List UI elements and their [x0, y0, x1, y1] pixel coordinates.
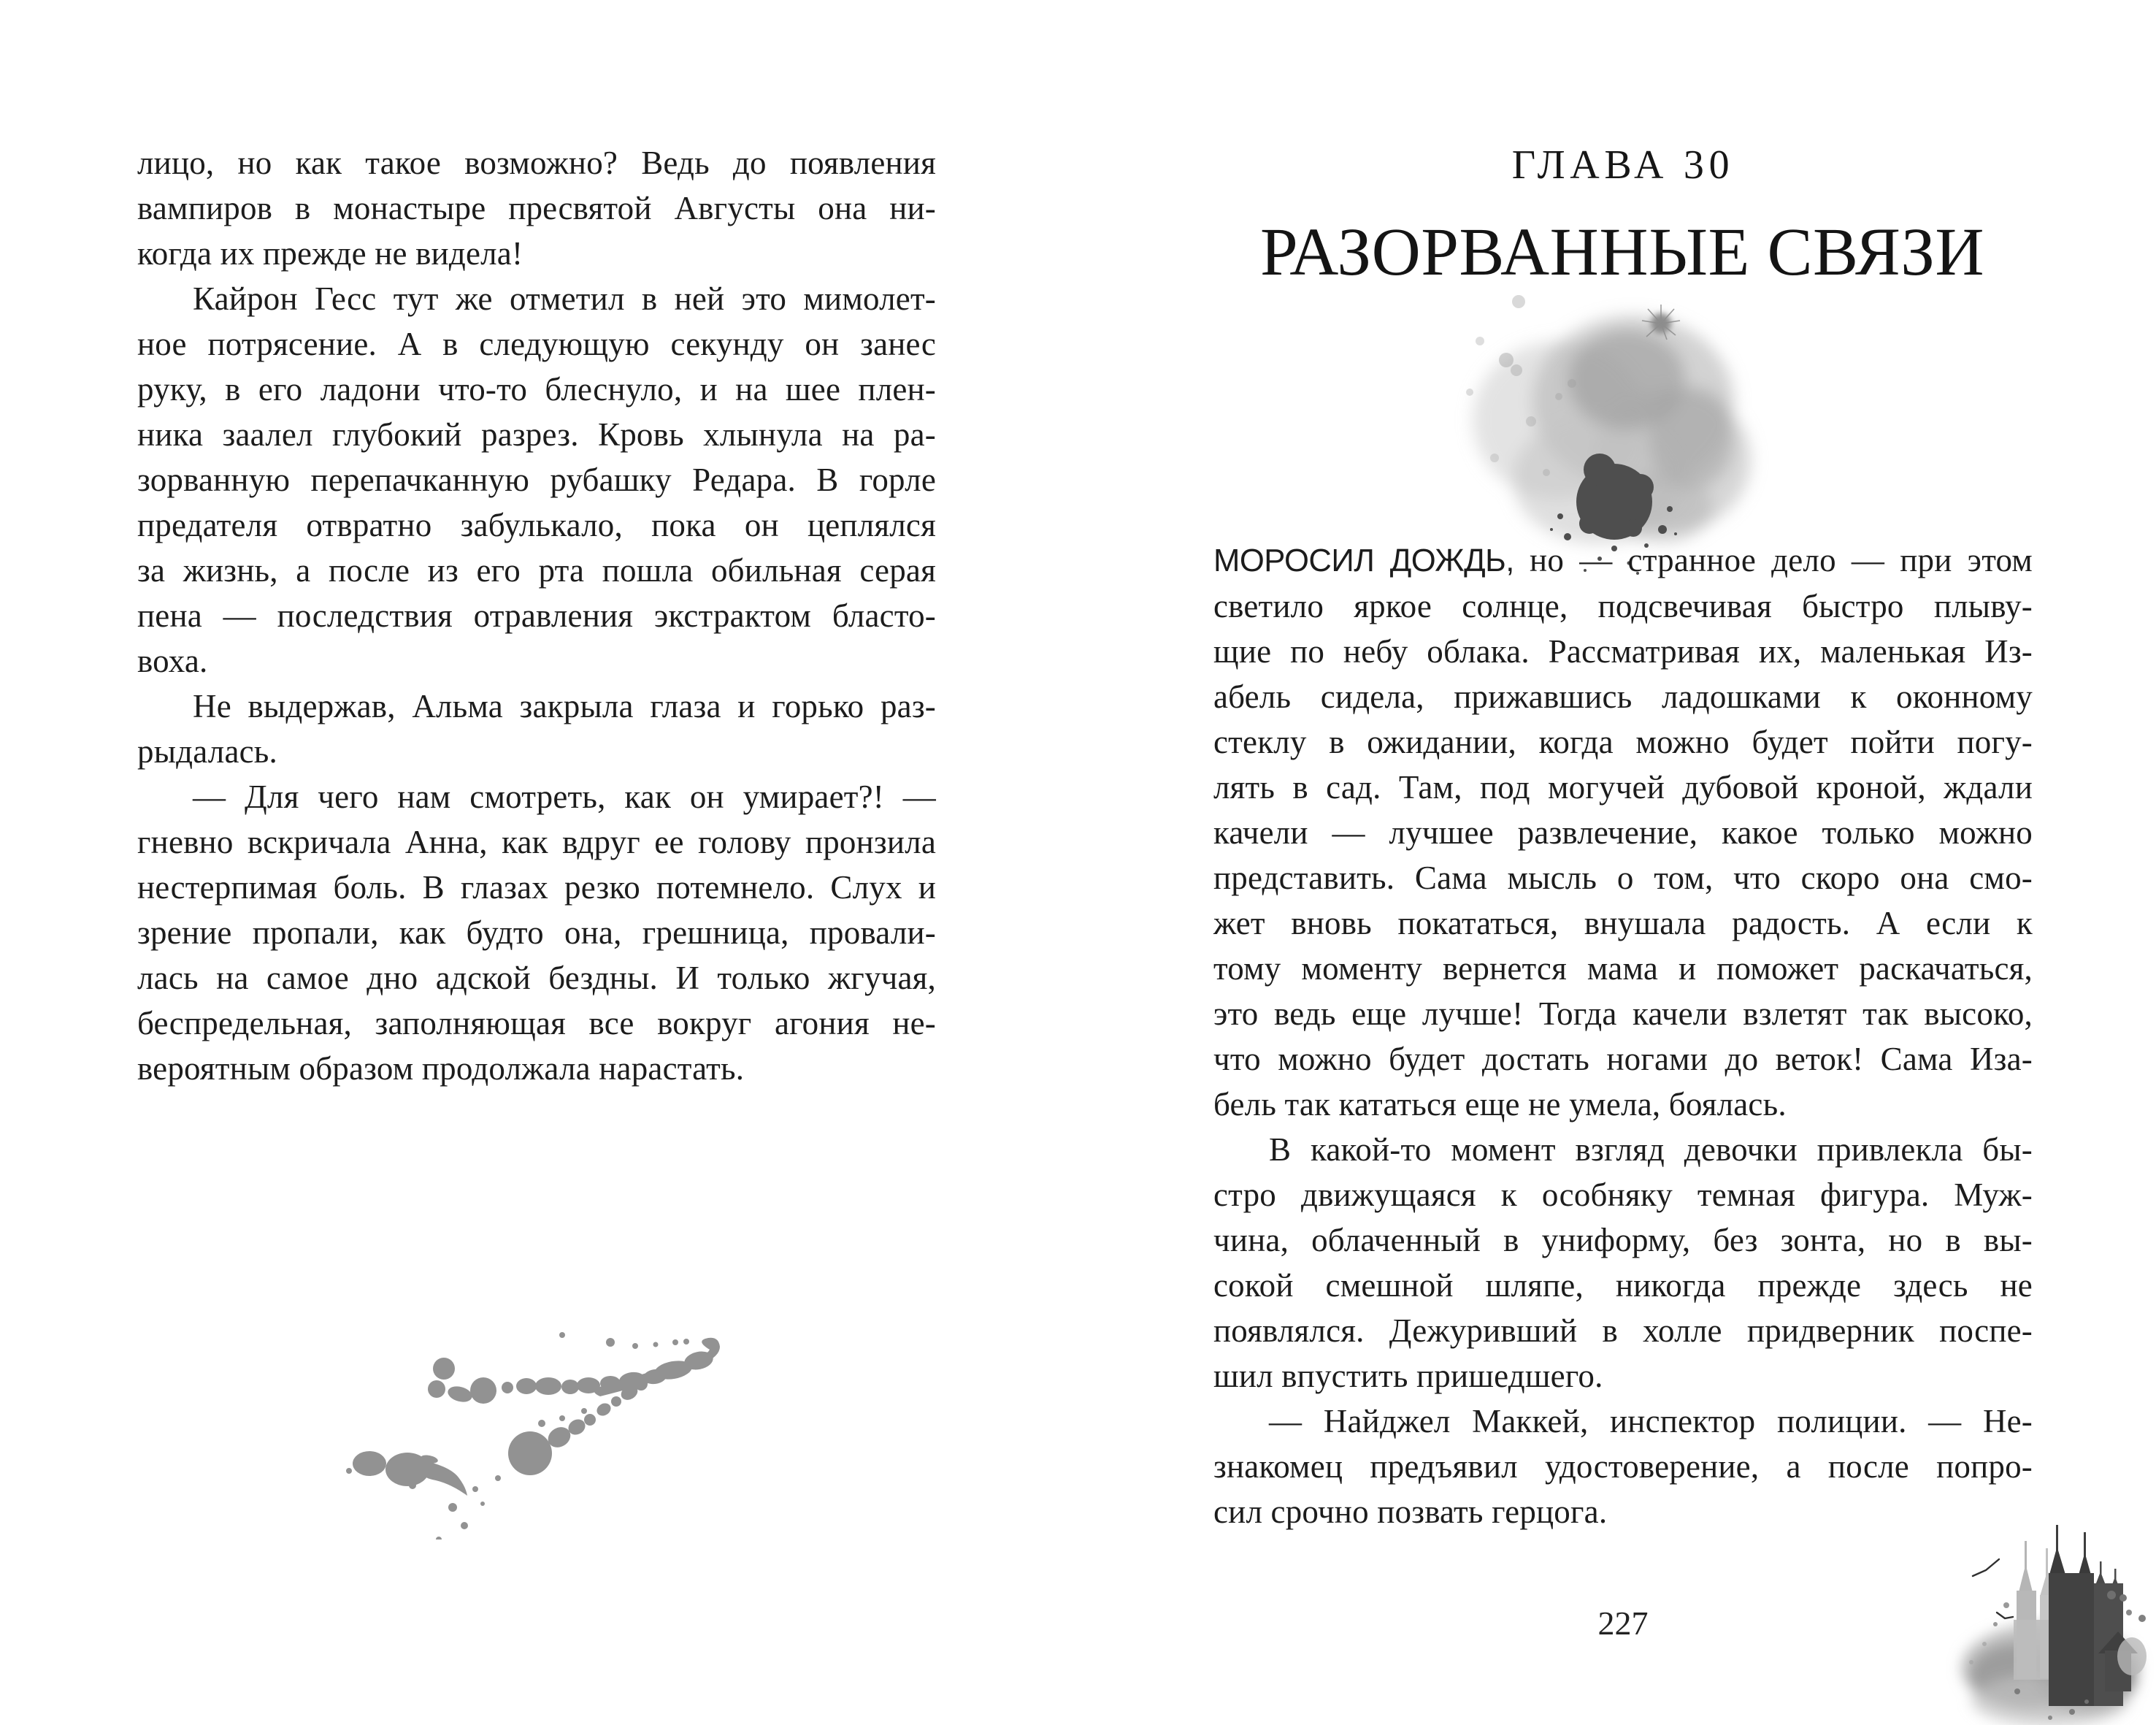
text-line: вероятным образом продолжала нарастать.: [137, 1050, 745, 1087]
text-line: щие по небу облака. Рассматривая их, маленькая Из-: [1213, 633, 2033, 670]
text-line: сокой смешной шляпе, никогда прежде здесь не: [1213, 1267, 2033, 1304]
text-line: чина, облаченный в униформу, без зонта, но в вы-: [1213, 1222, 2033, 1258]
text-line: предателя отвратно забулькало, пока он цеплялся: [137, 507, 936, 543]
text-line: нестерпимая боль. В глазах резко потемнело. Слух и: [137, 869, 936, 906]
text-line: представить. Сама мысль о том, что скоро она смо-: [1213, 860, 2033, 896]
text-line: — Найджел Маккей, инспектор полиции. — Не-: [1269, 1403, 2033, 1439]
text-line: бель так кататься еще не умела, боялась.: [1213, 1086, 1787, 1122]
text-line: лять в сад. Там, под могучей дубовой кроной, ждали: [1213, 769, 2033, 806]
text-line: ника заалел глубокий разрез. Кровь хлынула на ра-: [137, 416, 936, 453]
ink-splatter-illustration: [343, 1320, 752, 1540]
text-line: МОРОСИЛ ДОЖДЬ, но — странное дело — при этом: [1213, 542, 2033, 578]
text-line: появлялся. Дежуривший в холле придверник поспе-: [1213, 1312, 2033, 1349]
page-number: 227: [1597, 1604, 1649, 1642]
text-line: Не выдержав, Альма закрыла глаза и горько раз-: [193, 688, 936, 724]
text-line: руку, в его ладони что-то блеснуло, и на шее плен-: [137, 371, 936, 408]
text-line: за жизнь, а после из его рта пошла обильная серая: [137, 552, 936, 589]
text-line: шил впустить пришедшего.: [1213, 1358, 1603, 1394]
text-line: — Для чего нам смотреть, как он умирает?! —: [193, 779, 936, 815]
text-line: что можно будет достать ногами до веток! Сама Иза-: [1213, 1041, 2033, 1077]
right-page-text: [1213, 538, 2033, 1534]
chapter-label: ГЛАВА 30: [1511, 142, 1735, 188]
text-line: абель сидела, прижавшись ладошками к оконному: [1213, 678, 2033, 715]
text-line: стеклу в ожидании, когда можно будет пойти погу-: [1213, 724, 2033, 760]
left-page-text: [137, 140, 936, 1091]
text-line: Кайрон Гесс тут же отметил в ней это мимолет-: [193, 280, 936, 317]
text-line: когда их прежде не видела!: [137, 235, 523, 272]
text-line: лась на самое дно адской бездны. И только жгучая,: [137, 960, 936, 996]
text-line: гневно вскричала Анна, как вдруг ее голову пронзила: [137, 824, 936, 860]
text-line: знакомец предъявил удостоверение, а после попро-: [1213, 1448, 2033, 1485]
text-line: качели — лучшее развлечение, какое только можно: [1213, 814, 2033, 851]
lead-caps: МОРОСИЛ ДОЖДЬ,: [1213, 543, 1514, 578]
text-line: пена — последствия отравления экстрактом бласто-: [137, 597, 936, 634]
castle-illustration: [1941, 1509, 2154, 1725]
ink-blot-illustration: [1449, 288, 1785, 577]
text-line: зрение пропали, как будто она, грешница, провали-: [137, 914, 936, 951]
text-line: зорванную перепачканную рубашку Редара. В горле: [137, 462, 936, 498]
text-line: тому моменту вернется мама и поможет раскачаться,: [1213, 950, 2033, 987]
text-line: светило яркое солнце, подсвечивая быстро плыву-: [1213, 588, 2033, 624]
text-line: беспредельная, заполняющая все вокруг агония не-: [137, 1005, 936, 1041]
text-line: ное потрясение. А в следующую секунду он занес: [137, 326, 936, 362]
text-line: В какой-то момент взгляд девочки привлекла бы-: [1269, 1131, 2033, 1168]
text-line: стро движущаяся к особняку темная фигура. Муж-: [1213, 1177, 2033, 1213]
text-line: лицо, но как такое возможно? Ведь до появления: [137, 145, 936, 181]
bird-icons: [1973, 1559, 2013, 1618]
text-line: это ведь еще лучше! Тогда качели взлетят так высоко,: [1213, 995, 2033, 1032]
text-line: вампиров в монастыре пресвятой Августы она ни-: [137, 190, 936, 226]
splatter-shapes: [346, 1332, 720, 1540]
text-line: воха.: [137, 643, 208, 679]
right-page: [1081, 0, 2156, 1725]
text-line: сил срочно позвать герцога.: [1213, 1493, 1608, 1530]
text-line: жет вновь покататься, внушала радость. А если к: [1213, 905, 2033, 941]
chapter-title: РАЗОРВАННЫЕ СВЯЗИ: [1259, 215, 1985, 290]
text-line: рыдалась.: [137, 733, 277, 770]
